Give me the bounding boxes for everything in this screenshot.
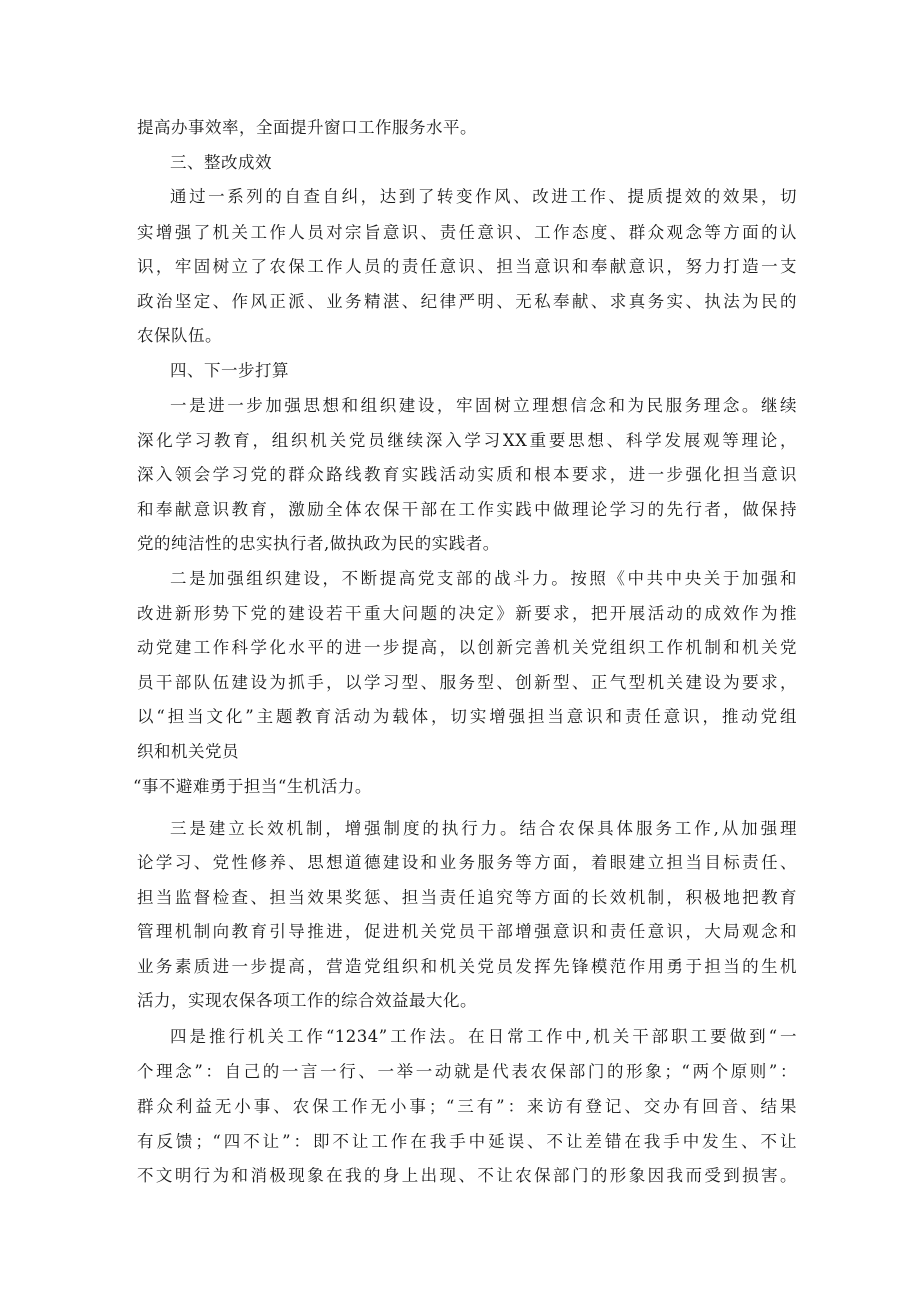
text-line: 党的纯洁性的忠实执行者,做执政为民的实践者。 (137, 534, 500, 553)
text-line: 和奉献意识教育，激励全体农保干部在工作实践中做理论学习的先行者，做保持 (137, 500, 797, 519)
text-line: 不文明行为和消极现象在我的身上出现、不让农保部门的形象因我而受到损害。 (137, 1166, 797, 1185)
text-line: 三是建立长效机制，增强制度的执行力。结合农保具体服务工作,从加强理 (170, 819, 797, 838)
text-line: 动党建工作科学化水平的进一步提高，以创新完善机关党组织工作机制和机关党 (137, 638, 797, 657)
text-line: 识，牢固树立了农保工作人员的责任意识、担当意识和奉献意识，努力打造一支 (137, 257, 797, 276)
text-line: 一是进一步加强思想和组织建设，牢固树立理想信念和为民服务理念。继续 (170, 396, 797, 415)
text-line: 群众利益无小事、农保工作无小事；“三有”：来访有登记、交办有回音、结果 (137, 1097, 797, 1116)
text-line: 政治坚定、作风正派、业务精湛、纪律严明、无私奉献、求真务实、执法为民的 (137, 292, 797, 311)
text-line: 农保队伍。 (137, 326, 222, 345)
text-line: 改进新形势下党的建设若干重大问题的决定》新要求，把开展活动的成效作为推 (137, 604, 797, 623)
text-line: 担当监督检查、担当效果奖惩、担当责任追究等方面的长效机制，积极地把教育 (137, 888, 797, 907)
text-line: 论学习、党性修养、思想道德建设和业务服务等方面，着眼建立担当目标责任、 (137, 853, 797, 872)
text-line: “事不避难勇于担当“生机活力。 (133, 777, 372, 796)
text-line: 四是推行机关工作“1234”工作法。在日常工作中,机关干部职工要做到“一 (170, 1027, 797, 1046)
text-line: 个理念”：自己的一言一行、一举一动就是代表农保部门的形象；“两个原则”： (137, 1062, 797, 1081)
section-heading: 四、下一步打算 (170, 361, 289, 380)
text-line: 员干部队伍建设为抓手，以学习型、服务型、创新型、正气型机关建设为要求， (137, 673, 797, 692)
text-line: 深化学习教育，组织机关党员继续深入学习XX重要思想、科学发展观等理论， (137, 431, 797, 450)
text-line: 二是加强组织建设，不断提高党支部的战斗力。按照《中共中央关于加强和 (170, 569, 797, 588)
text-line: 业务素质进一步提高，营造党组织和机关党员发挥先锋模范作用勇于担当的生机 (137, 957, 797, 976)
text-line: 通过一系列的自查自纠，达到了转变作风、改进工作、提质提效的效果，切 (170, 187, 797, 206)
text-line: 活力，实现农保各项工作的综合效益最大化。 (137, 991, 477, 1010)
text-line: 以“担当文化”主题教育活动为载体，切实增强担当意识和责任意识，推动党组 (137, 707, 797, 726)
text-line: 管理机制向教育引导推进，促进机关党员干部增强意识和责任意识，大局观念和 (137, 922, 797, 941)
text-line: 提高办事效率，全面提升窗口工作服务水平。 (137, 118, 477, 137)
text-line: 深入领会学习党的群众路线教育实践活动实质和根本要求，进一步强化担当意识 (137, 465, 797, 484)
text-line: 实增强了机关工作人员对宗旨意识、责任意识、工作态度、群众观念等方面的认 (137, 223, 797, 242)
section-heading: 三、整改成效 (170, 153, 272, 172)
text-line: 有反馈；“四不让”：即不让工作在我手中延误、不让差错在我手中发生、不让 (137, 1132, 797, 1151)
text-line: 织和机关党员 (137, 742, 239, 761)
